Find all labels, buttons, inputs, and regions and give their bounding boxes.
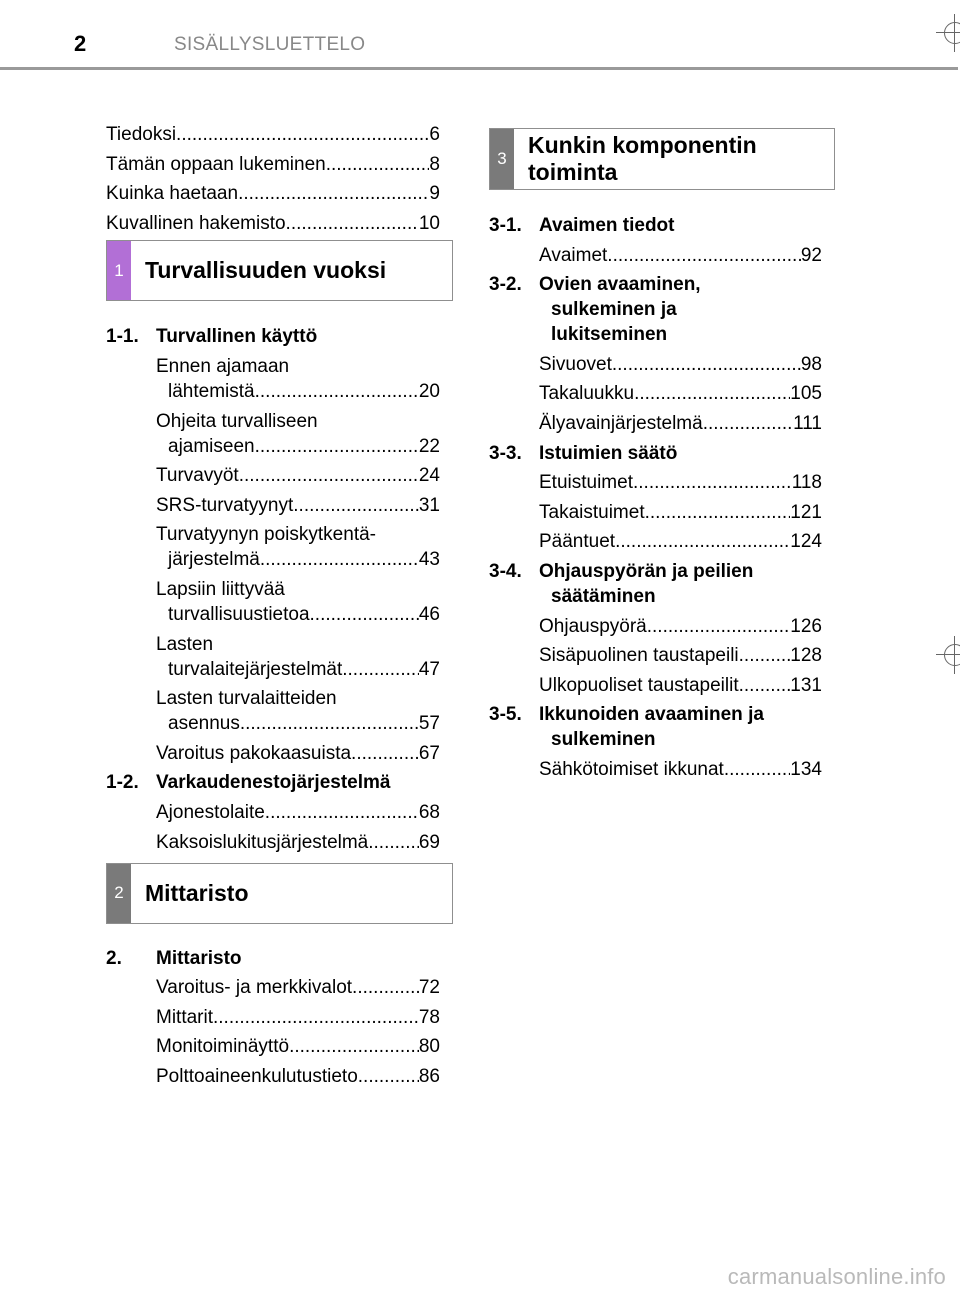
- watermark-logo: carmanualsonline.info: [727, 1264, 946, 1289]
- section-heading[interactable]: 2. Mittaristo: [106, 947, 242, 969]
- section-heading[interactable]: 1-2. Varkaudenestojärjestelmä: [106, 772, 391, 794]
- toc-entry[interactable]: Lasten turvalaitteiden asennus ..... 57: [106, 686, 440, 736]
- toc-entry[interactable]: Polttoaineenkulutustieto ..... 86: [106, 1064, 440, 1089]
- header-rule: [0, 67, 958, 70]
- toc-entry[interactable]: Avaimet ..... 92: [489, 243, 822, 268]
- section-heading[interactable]: 1-1. Turvallinen käyttö: [106, 326, 318, 348]
- chapter-1-header[interactable]: [106, 240, 453, 301]
- chapter-2-tab: 2: [107, 864, 131, 923]
- toc-entry[interactable]: Tiedoksi ..... 6: [106, 122, 440, 147]
- chapter-1-tab: 1: [107, 241, 131, 300]
- toc-entry[interactable]: Ennen ajamaan lähtemistä ..... 20: [106, 354, 440, 404]
- toc-entry[interactable]: Ulkopuoliset taustapeilit ..... 131: [489, 673, 822, 698]
- toc-entry[interactable]: Älyavainjärjestelmä ..... 111: [489, 411, 822, 436]
- toc-entry[interactable]: Monitoiminäyttö ..... 80: [106, 1034, 440, 1059]
- toc-entry[interactable]: Sähkötoimiset ikkunat ..... 134: [489, 757, 822, 782]
- toc-entry[interactable]: Mittarit ..... 78: [106, 1005, 440, 1030]
- crop-mark-icon: [944, 22, 960, 44]
- toc-entry[interactable]: Turvavyöt ..... 24: [106, 463, 440, 488]
- toc-entry[interactable]: Ohjeita turvalliseen ajamiseen ..... 22: [106, 409, 440, 459]
- toc-entry[interactable]: Kuvallinen hakemisto ..... 10: [106, 211, 440, 236]
- toc-entry[interactable]: Tämän oppaan lukeminen ..... 8: [106, 152, 440, 177]
- chapter-1-title: Turvallisuuden vuoksi: [145, 257, 387, 284]
- section-heading[interactable]: 3-5. Ikkunoiden avaaminen ja sulkeminen: [489, 704, 764, 751]
- toc-entry[interactable]: Kuinka haetaan ..... 9: [106, 181, 440, 206]
- toc-entry[interactable]: Lasten turvalaitejärjestelmät ..... 47: [106, 632, 440, 682]
- toc-entry[interactable]: Lapsiin liittyvää turvallisuustietoa ..... 46: [106, 577, 440, 627]
- toc-entry[interactable]: Ohjauspyörä ..... 126: [489, 614, 822, 639]
- toc-entry[interactable]: Etuistuimet ..... 118: [489, 470, 822, 495]
- toc-entry[interactable]: Varoitus pakokaasuista ..... 67: [106, 741, 440, 766]
- chapter-3-tab: 3: [490, 129, 514, 189]
- toc-entry[interactable]: Pääntuet ..... 124: [489, 529, 822, 554]
- running-title: SISÄLLYSLUETTELO: [174, 34, 366, 55]
- toc-entry[interactable]: Ajonestolaite ..... 68: [106, 800, 440, 825]
- toc-entry[interactable]: SRS-turvatyynyt ..... 31: [106, 493, 440, 518]
- section-heading[interactable]: 3-1. Avaimen tiedot: [489, 215, 675, 236]
- toc-entry[interactable]: Sisäpuolinen taustapeili ..... 128: [489, 643, 822, 668]
- section-heading[interactable]: 3-2. Ovien avaaminen, sulkeminen ja lukitseminen: [489, 274, 701, 346]
- chapter-3-title: Kunkin komponentin toiminta: [528, 132, 757, 185]
- chapter-2-header[interactable]: [106, 863, 453, 924]
- chapter-3-header[interactable]: [489, 128, 835, 190]
- toc-entry[interactable]: Kaksoislukitusjärjestelmä ..... 69: [106, 830, 440, 855]
- toc-left-column: [106, 122, 440, 1093]
- toc-right-column: [489, 128, 835, 787]
- section-heading[interactable]: 3-3. Istuimien säätö: [489, 442, 678, 464]
- crop-mark-icon: [944, 644, 960, 666]
- page-number: 2: [74, 31, 87, 56]
- toc-entry[interactable]: Takaluukku ..... 105: [489, 381, 822, 406]
- chapter-2-title: Mittaristo: [145, 879, 249, 906]
- toc-entry[interactable]: Sivuovet ..... 98: [489, 352, 822, 377]
- toc-entry[interactable]: Varoitus- ja merkkivalot ..... 72: [106, 975, 440, 1000]
- toc-entry[interactable]: Turvatyynyn poiskytkentä- järjestelmä ..... 43: [106, 522, 440, 572]
- section-heading[interactable]: 3-4. Ohjauspyörän ja peilien säätäminen: [489, 560, 754, 607]
- toc-entry[interactable]: Takaistuimet ..... 121: [489, 500, 822, 525]
